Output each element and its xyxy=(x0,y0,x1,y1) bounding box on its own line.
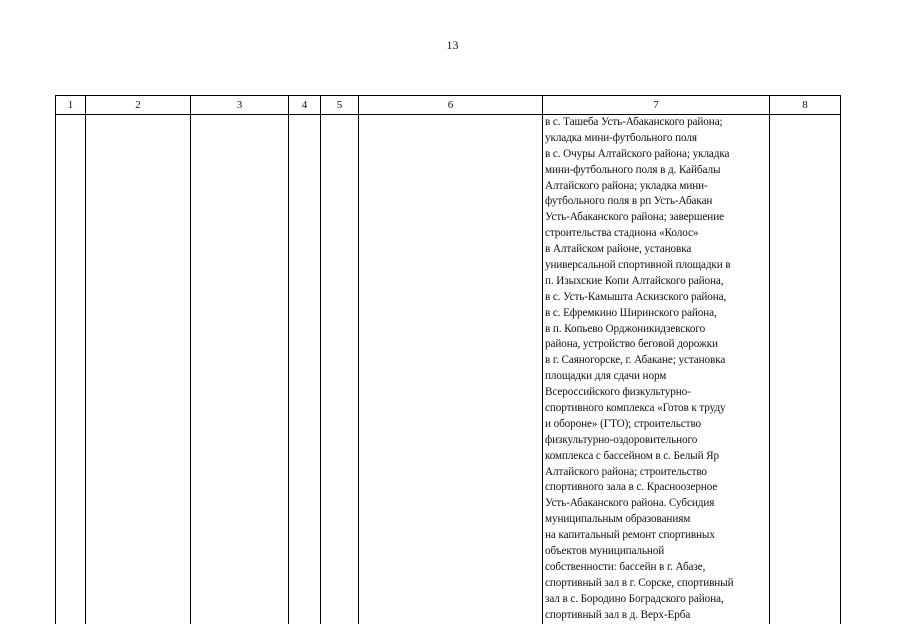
text-line: на капитальный ремонт спортивных xyxy=(545,529,715,542)
text-line: спортивный зал в д. Верх-Ерба xyxy=(545,608,691,621)
text-line: в с. Усть-Камышта Аскизского района, xyxy=(545,290,727,303)
text-line: в с. Очуры Алтайского района; укладка xyxy=(545,147,730,160)
text-line: муниципальным образованиям xyxy=(545,513,691,526)
text-line: Алтайского района; строительство xyxy=(545,465,707,478)
text-line: объектов муниципальной xyxy=(545,545,665,558)
text-line: собственности: бассейн в г. Абазе, xyxy=(545,560,706,573)
text-line: спортивного зала в с. Красноозерное xyxy=(545,481,718,494)
table-cell-col8 xyxy=(770,115,841,624)
text-line: площадки для сдачи норм xyxy=(545,370,667,383)
column-header-5: 5 xyxy=(321,96,359,115)
text-line: в Алтайском районе, установка xyxy=(545,243,692,256)
text-line: района, устройство беговой дорожки xyxy=(545,338,718,351)
text-line: зал в с. Бородино Боградского района, xyxy=(545,592,724,605)
table-cell-col2 xyxy=(86,115,191,624)
column-header-6: 6 xyxy=(359,96,543,115)
text-line: Всероссийского физкультурно- xyxy=(545,386,691,399)
text-line: строительства стадиона «Колос» xyxy=(545,227,699,240)
text-line: и обороне» (ГТО); строительство xyxy=(545,417,702,430)
text-line: комплекса с бассейном в с. Белый Яр xyxy=(545,449,720,462)
text-line: в с. Ташеба Усть-Абаканского района; xyxy=(545,116,723,128)
column-header-7: 7 xyxy=(543,96,770,115)
text-line: в г. Саяногорске, г. Абакане; установка xyxy=(545,354,726,367)
text-line: физкультурно-оздоровительного xyxy=(545,433,698,446)
column-header-2: 2 xyxy=(86,96,191,115)
text-line: Усть-Абаканского района; завершение xyxy=(545,211,724,224)
text-line: мини-футбольного поля в д. Кайбалы xyxy=(545,163,721,176)
text-line: футбольного поля в рп Усть-Абакан xyxy=(545,195,713,208)
text-line: спортивный зал в г. Сорске, спортивный xyxy=(545,576,734,589)
text-line: укладка мини-футбольного поля xyxy=(545,131,697,144)
column-header-1: 1 xyxy=(56,96,86,115)
column-header-4: 4 xyxy=(289,96,321,115)
page-number: 13 xyxy=(446,38,459,52)
table-cell-col7 xyxy=(543,115,770,624)
table-cell-col6 xyxy=(359,115,543,624)
text-line: спортивного комплекса «Готов к труду xyxy=(545,402,726,415)
table-cell-col4 xyxy=(289,115,321,624)
table-header-row xyxy=(56,96,841,115)
table-cell-col3 xyxy=(191,115,289,624)
column7-text xyxy=(543,115,769,624)
column-header-3: 3 xyxy=(191,96,289,115)
text-line: в с. Ефремкино Ширинского района, xyxy=(545,306,717,319)
text-line: универсальной спортивной площадки в xyxy=(545,259,731,272)
document-table xyxy=(55,95,841,624)
table-cell-col5 xyxy=(321,115,359,624)
table-cell-col1 xyxy=(56,115,86,624)
text-line: п. Изыхские Копи Алтайского района, xyxy=(545,274,724,287)
column-header-8: 8 xyxy=(770,96,841,115)
text-line: в п. Копьево Орджоникидзевского xyxy=(545,322,706,335)
text-line: Усть-Абаканского района. Субсидия xyxy=(545,497,715,510)
table-row xyxy=(56,115,841,624)
text-line: Алтайского района; укладка мини- xyxy=(545,179,708,192)
